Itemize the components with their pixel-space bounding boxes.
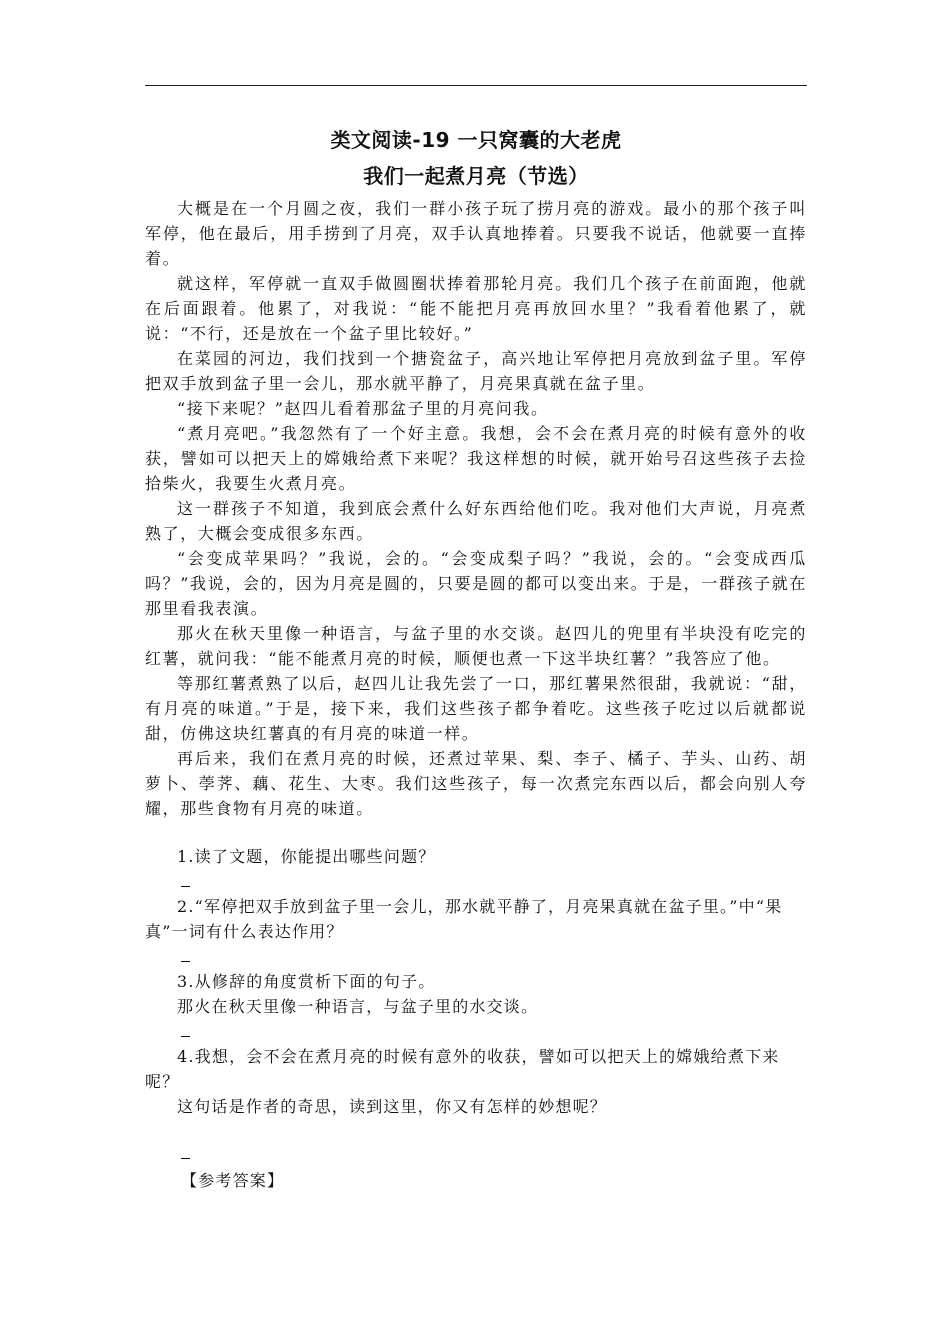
question-4: 4.我想，会不会在煮月亮的时候有意外的收获，譬如可以把天上的嫦娥给煮下来呢？ [145,1047,780,1091]
paragraph: 就这样，军停就一直双手做圆圈状捧着那轮月亮。我们几个孩子在前面跑，他就在后面跟着。他累了，对我说：“能不能把月亮再放回水里？”我看着他累了，就说：“不行，还是放在一个盆子里比较好。” [145,274,807,343]
answer-blank-4[interactable] [145,1119,807,1167]
question-3-sentence: 那火在秋天里像一种语言，与盆子里的水交谈。 [177,997,539,1016]
reference-answer-heading: 【参考答案】 [181,1171,285,1190]
question-1: 1.读了文题，你能提出哪些问题？ [177,847,436,866]
article-title: 我们一起煮月亮（节选） [363,164,589,188]
paragraph: 等那红薯煮熟了以后，赵四儿让我先尝了一口，那红薯果然很甜，我就说：“甜，有月亮的味道。”于是，接下来，我们这些孩子都争着吃。这些孩子吃过以后就都说甜，仿佛这块红薯真的有月亮的味道一样。 [145,674,807,743]
paragraph: 再后来，我们在煮月亮的时候，还煮过苹果、梨、李子、橘子、芋头、山药、胡萝卜、荸荠、藕、花生、大枣。我们这些孩子，每一次煮完东西以后，都会向别人夸耀，那些食物有月亮的味道。 [145,749,807,818]
page-title: 类文阅读-19 一只窝囊的大老虎 [330,128,622,152]
paragraph: 那火在秋天里像一种语言，与盆子里的水交谈。赵四儿的兜里有半块没有吃完的红薯，就问我：“能不能煮月亮的时候，顺便也煮一下这半块红薯？”我答应了他。 [145,624,807,668]
question-2: 2.“军停把双手放到盆子里一会儿，那水就平静了，月亮果真就在盆子里。”中“果真”一词有什么表达作用？ [145,897,783,941]
answer-blank-2[interactable] [145,944,807,969]
paragraph: “煮月亮吧。”我忽然有了一个好主意。我想，会不会在煮月亮的时候有意外的收获，譬如可以把天上的嫦娥给煮下来呢？我这样想的时候，就开始号召这些孩子去捡拾柴火，我要生火煮月亮。 [145,424,807,493]
answer-blank-3[interactable] [145,1019,807,1044]
paragraph: 在菜园的河边，我们找到一个搪瓷盆子，高兴地让军停把月亮放到盆子里。军停把双手放到盆子里一会儿，那水就平静了，月亮果真就在盆子里。 [145,349,807,393]
paragraph: “接下来呢？”赵四儿看着那盆子里的月亮问我。 [177,399,549,418]
header-rule [145,85,807,86]
paragraph: 大概是在一个月圆之夜，我们一群小孩子玩了捞月亮的游戏。最小的那个孩子叫军停，他在最后，用手捞到了月亮，双手认真地捧着。只要我不说话，他就要一直捧着。 [145,199,807,268]
question-3: 3.从修辞的角度赏析下面的句子。 [177,972,436,991]
question-4-prompt: 这句话是作者的奇思，读到这里，你又有怎样的妙想呢？ [177,1097,608,1116]
paragraph: 这一群孩子不知道，我到底会煮什么好东西给他们吃。我对他们大声说，月亮煮熟了，大概会变成很多东西。 [145,499,807,543]
paragraph: “会变成苹果吗？”我说，会的。“会变成梨子吗？”我说，会的。“会变成西瓜吗？”我说，会的，因为月亮是圆的，只要是圆的都可以变出来。于是，一群孩子就在那里看我表演。 [145,549,807,618]
article-body [145,196,807,821]
question-section [145,844,807,1167]
answer-blank-1[interactable] [145,869,807,894]
